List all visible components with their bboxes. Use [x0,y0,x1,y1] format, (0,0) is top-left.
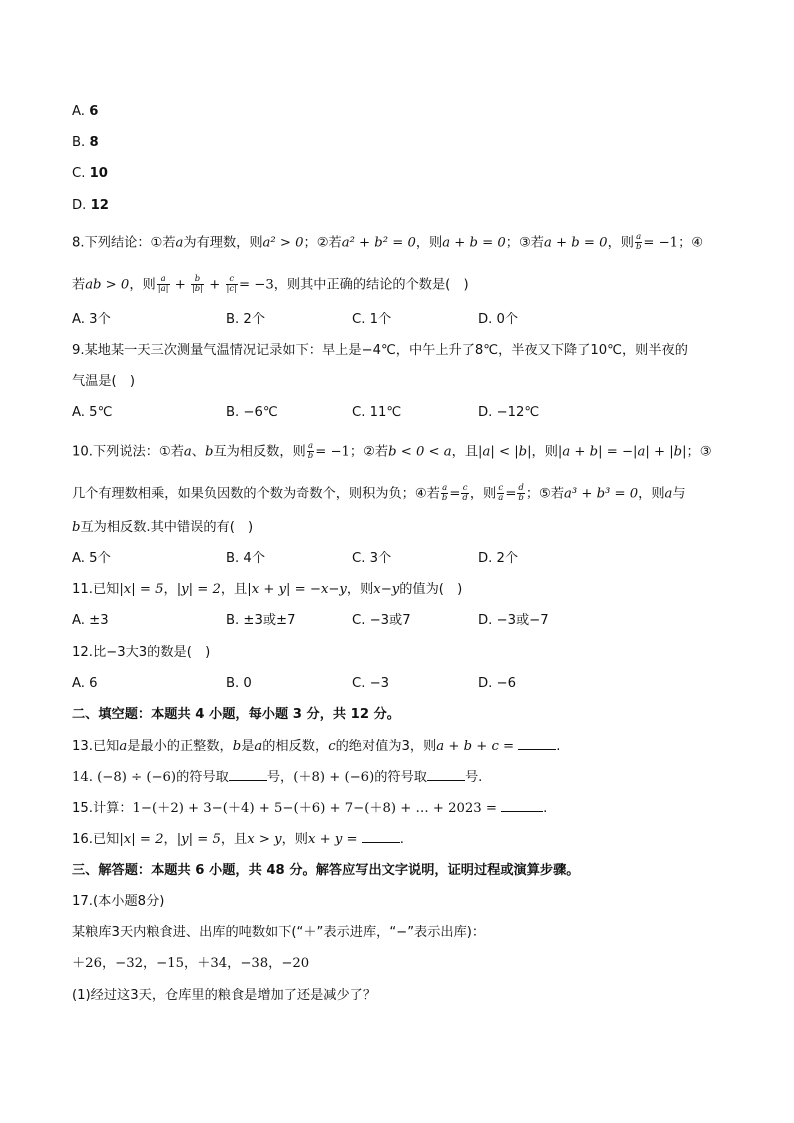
q8-option-c: C. 1个 [352,312,392,327]
q9-stem-line1: 9.某地某一天三次测量气温情况记录如下：早上是−4℃，中午上升了8℃，半夜又下降了10℃，则半夜的 [72,343,688,358]
q12-options [72,675,732,693]
q7-option-b: B. 8 [72,135,99,150]
q12-option-b: B. 0 [226,676,252,691]
q11-option-c: C. −3或7 [352,613,411,628]
q17-stem: 某粮库3天内粮食进、出库的吨数如下(“＋”表示进库，“−”表示出库)： [72,925,486,940]
q10-stem-line2: 几个有理数相乘，如果负因数的个数为奇数个，则积为负；④若 $\frac{a}{b}$ = $\frac{c}{d}$ ，则 $\frac{c}{a}$ = $\frac{d}{b}$ ；⑤若a³ + b³ = 0，则a与 [72,483,686,503]
answer-blank[interactable] [518,737,556,750]
q13-stem: 13.已知a是最小的正整数，b是a的相反数，c的绝对值为3，则a + b + c = . [72,739,561,754]
fraction: $\frac{a}{b}$ [635,232,642,252]
q15-stem: 15.计算：1−(＋2) + 3−(＋4) + 5−(＋6) + 7−(＋8) + … + 2023 = . [72,801,548,816]
q17-data: ＋26，−32，−15，＋34，−38，−20 [72,956,310,971]
fraction: $\frac{d}{b}$ [518,483,524,503]
q10-option-a: A. 5个 [72,551,111,566]
answer-blank[interactable] [501,799,543,812]
q7-option-a: A. 6 [72,104,99,119]
q8-options [72,311,732,329]
q10-options [72,550,732,568]
fraction: $\frac{a}{b}$ [441,483,448,503]
q10-option-c: C. 3个 [352,551,392,566]
q9-option-b: B. −6℃ [226,405,278,420]
q10-option-d: D. 2个 [478,551,519,566]
q14-stem: 14. (−8) ÷ (−6)的符号取 号，(＋8) + (−6)的符号取 号. [72,770,483,785]
q7-option-c: C. 10 [72,166,108,181]
q12-stem: 12.比−3大3的数是( ) [72,645,211,660]
q8-option-b: B. 2个 [226,312,266,327]
q8-option-a: A. 3个 [72,312,111,327]
fraction: $\frac{c}{a}$ [498,483,504,503]
fraction: $\frac{a}{|a|}$ [157,274,169,294]
q10-option-b: B. 4个 [226,551,266,566]
q12-option-a: A. 6 [72,676,98,691]
q11-option-d: D. −3或−7 [478,613,549,628]
q8-stem-line1: 8.下列结论：①若a为有理数，则a² > 0；②若a² + b² = 0，则a + b = 0；③若a + b = 0，则 $\frac{a}{b}$ = −1；④ [72,232,704,252]
fraction: $\frac{b}{|b|}$ [191,274,204,294]
q10-stem-line3: b互为相反数.其中错误的有( ) [72,520,254,535]
q16-stem: 16.已知|x| = 2，|y| = 5，且x > y，则x + y = . [72,832,404,847]
section-heading-fill-in: 二、填空题：本题共 4 小题，每小题 3 分，共 12 分。 [72,707,400,722]
section-heading-solutions: 三、解答题：本题共 6 小题，共 48 分。解答应写出文字说明，证明过程或演算步骤。 [72,863,580,878]
q9-option-d: D. −12℃ [478,405,540,420]
fraction: $\frac{c}{d}$ [462,483,468,503]
answer-blank[interactable] [229,768,267,781]
q9-options [72,404,732,422]
answer-blank[interactable] [362,830,400,843]
q11-option-a: A. ±3 [72,613,109,628]
q10-stem-line1: 10.下列说法：①若a、b互为相反数，则 $\frac{a}{b}$ = −1；②若b < 0 < a，且|a| < |b|，则|a + b| = −|a| + |b|；③ [72,441,712,461]
q12-option-c: C. −3 [352,676,390,691]
q9-stem-line2: 气温是( ) [72,374,136,389]
q17-part1: (1)经过这3天，仓库里的粮食是增加了还是减少了？ [72,988,377,1003]
q8-option-d: D. 0个 [478,312,519,327]
q11-stem: 11.已知|x| = 5，|y| = 2，且|x + y| = −x−y，则x−y的值为( ) [72,582,463,597]
q11-option-b: B. ±3或±7 [226,613,296,628]
q17-header: 17.(本小题8分) [72,894,165,909]
q12-option-d: D. −6 [478,676,516,691]
answer-blank[interactable] [427,768,465,781]
q7-option-d: D. 12 [72,198,109,213]
q9-option-a: A. 5℃ [72,405,113,420]
q8-stem-line2: 若ab > 0，则 $\frac{a}{|a|}$ + $\frac{b}{|b|}$ + $\frac{c}{|c|}$ = −3，则其中正确的结论的个数是( ) [72,274,469,294]
fraction: $\frac{a}{b}$ [307,441,314,461]
q9-option-c: C. 11℃ [352,405,402,420]
q11-options [72,612,732,630]
fraction: $\frac{c}{|c|}$ [226,274,238,294]
